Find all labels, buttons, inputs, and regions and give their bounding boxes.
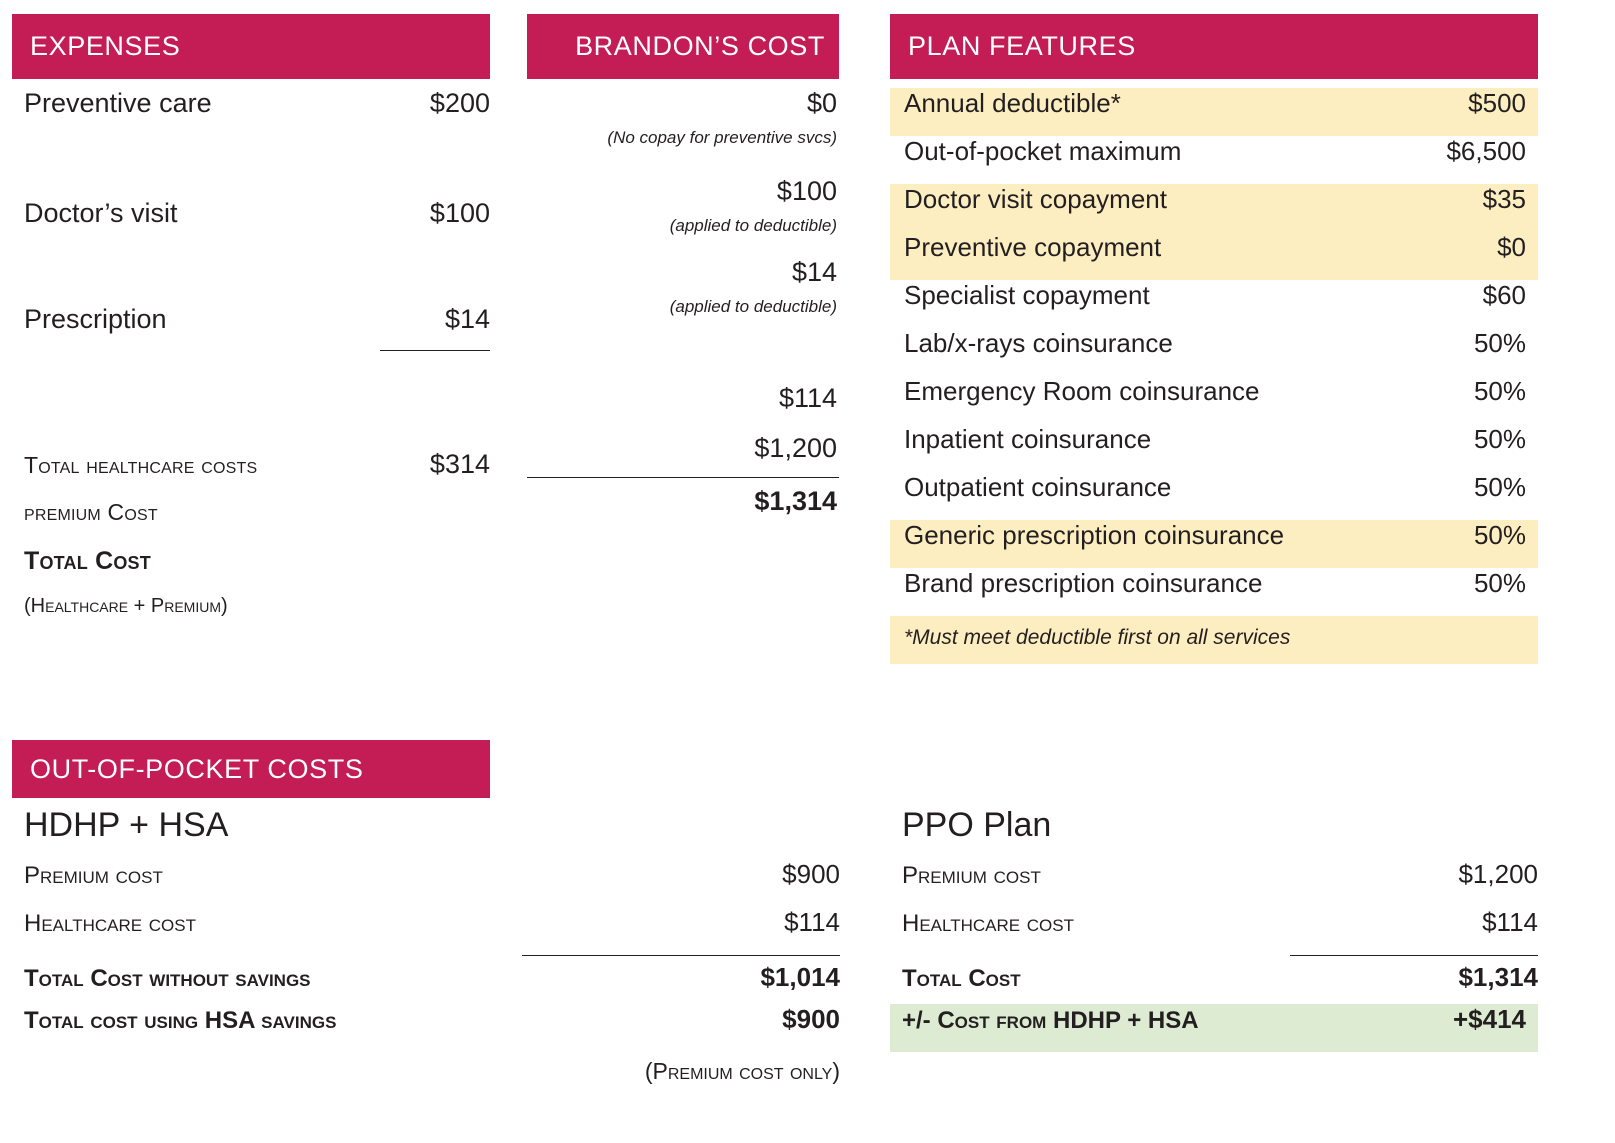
expense-row — [12, 198, 490, 258]
plan-feature-row — [890, 568, 1538, 616]
brandon-cost-row — [527, 88, 839, 148]
plan-features-header-label: PLAN FEATURES — [908, 31, 1136, 61]
ppo-premium-row — [890, 859, 1538, 907]
ppo-total-label: Total Cost — [902, 965, 1021, 992]
plan-feature-label: Outpatient coinsurance — [904, 472, 1172, 502]
plan-feature-value: $35 — [1482, 184, 1526, 214]
hdhp-total-without-savings-value: $1,014 — [760, 962, 840, 992]
expenses-premium-row — [12, 499, 490, 547]
hdhp-footnote: (Premium cost only) — [644, 1058, 840, 1084]
brandon-cost-value: $14 — [791, 256, 837, 287]
hdhp-total-without-savings-label: Total Cost without savings — [24, 965, 311, 992]
plan-feature-label: Inpatient coinsurance — [904, 424, 1152, 454]
ppo-cost-difference-row — [890, 1004, 1538, 1052]
plan-feature-row — [890, 424, 1538, 472]
hdhp-premium-label: Premium cost — [24, 862, 163, 889]
plan-feature-row — [890, 328, 1538, 376]
plan-feature-value: 50% — [1473, 472, 1526, 502]
expense-label: Preventive care — [24, 88, 212, 118]
ppo-total-row — [890, 956, 1538, 1004]
expenses-total-row — [12, 547, 490, 595]
ppo-plan-block — [890, 806, 1538, 1052]
expense-row — [12, 88, 490, 148]
plan-feature-value: 50% — [1473, 424, 1526, 454]
plan-feature-row — [890, 232, 1538, 280]
brandon-cost-note: (applied to deductible) — [669, 296, 837, 316]
expense-label: Doctor’s visit — [24, 198, 178, 228]
plan-feature-label: Brand prescription coinsurance — [904, 568, 1263, 598]
hdhp-hsa-block — [12, 806, 840, 1085]
hdhp-total-with-hsa-value: $900 — [782, 1004, 840, 1034]
plan-feature-label: Preventive copayment — [904, 232, 1162, 262]
plan-feature-label: Annual deductible* — [904, 88, 1121, 118]
expense-label: Prescription — [24, 304, 167, 334]
ppo-plan-title: PPO Plan — [902, 806, 1052, 844]
ppo-healthcare-value: $114 — [1482, 907, 1538, 937]
expense-row — [12, 304, 490, 350]
plan-feature-value: 50% — [1473, 376, 1526, 406]
hdhp-healthcare-row — [12, 907, 840, 955]
ppo-premium-value: $1,200 — [1458, 859, 1538, 889]
expenses-premium-label: premium Cost — [24, 499, 158, 525]
plan-feature-label: Lab/x-rays coinsurance — [904, 328, 1173, 358]
brandon-cost-note: (applied to deductible) — [669, 216, 837, 236]
hdhp-healthcare-value: $114 — [784, 907, 840, 937]
hdhp-total-without-savings-row — [12, 956, 840, 1004]
plan-feature-value: 50% — [1473, 328, 1526, 358]
expenses-total-label: Total Cost — [24, 547, 151, 575]
plan-feature-label: Out-of-pocket maximum — [904, 136, 1182, 166]
brandon-premium-value: $1,200 — [754, 432, 837, 463]
ppo-premium-label: Premium cost — [902, 862, 1041, 889]
brandon-cost-row — [527, 176, 839, 236]
expenses-section-header — [12, 14, 490, 79]
brandon-total-healthcare-value: $114 — [778, 382, 837, 413]
ppo-healthcare-row — [890, 907, 1538, 955]
plan-feature-row — [890, 376, 1538, 424]
plan-features-section-header — [890, 14, 1538, 79]
hdhp-total-with-hsa-row — [12, 1004, 840, 1052]
brandons-cost-body — [527, 88, 839, 534]
plan-feature-value: $500 — [1468, 88, 1526, 118]
plan-feature-label: Specialist copayment — [904, 280, 1150, 310]
ppo-cost-difference-value: +$414 — [1452, 1004, 1526, 1034]
brandons-cost-section-header — [527, 14, 839, 79]
hdhp-total-with-hsa-label: Total cost using HSA savings — [24, 1007, 337, 1034]
plan-feature-row — [890, 280, 1538, 328]
expense-value: $200 — [429, 88, 490, 118]
plan-features-footnote: *Must meet deductible first on all services — [890, 616, 1538, 664]
expenses-total-healthcare-row — [12, 449, 490, 499]
plan-features-body — [890, 88, 1538, 664]
brandon-premium-value-row — [527, 433, 839, 477]
expenses-body — [12, 88, 490, 618]
out-of-pocket-header-label: OUT-OF-POCKET COSTS — [30, 753, 364, 784]
plan-feature-row — [890, 520, 1538, 568]
expense-value: $14 — [444, 304, 490, 334]
plan-feature-value: 50% — [1473, 520, 1526, 550]
plan-feature-row — [890, 472, 1538, 520]
expenses-total-healthcare-label: Total healthcare costs — [24, 452, 258, 478]
brandon-cost-value: $100 — [776, 176, 837, 207]
plan-feature-label: Emergency Room coinsurance — [904, 376, 1260, 406]
plan-feature-value: $0 — [1497, 232, 1526, 262]
expenses-footnote: (Healthcare + Premium) — [24, 595, 228, 617]
plan-feature-row — [890, 184, 1538, 232]
hdhp-healthcare-label: Healthcare cost — [24, 910, 196, 937]
out-of-pocket-section-header — [12, 740, 490, 798]
plan-feature-label: Doctor visit copayment — [904, 184, 1167, 214]
ppo-total-value: $1,314 — [1458, 962, 1538, 992]
brandon-cost-note: (No copay for preventive svcs) — [607, 128, 837, 147]
plan-feature-value: $6,500 — [1446, 136, 1526, 166]
ppo-healthcare-label: Healthcare cost — [902, 910, 1074, 937]
brandon-total-healthcare-value-row — [527, 383, 839, 433]
brandon-cost-value: $0 — [806, 88, 837, 118]
plan-feature-row — [890, 88, 1538, 136]
ppo-cost-difference-label: +/- Cost from HDHP + HSA — [902, 1007, 1199, 1034]
brandon-total-value: $1,314 — [754, 485, 837, 516]
brandon-cost-row — [527, 257, 839, 317]
plan-feature-value: 50% — [1473, 568, 1526, 598]
hdhp-premium-row — [12, 859, 840, 907]
hdhp-premium-value: $900 — [782, 859, 840, 889]
plan-feature-label: Generic prescription coinsurance — [904, 520, 1285, 550]
brandons-cost-header-label: BRANDON’S COST — [575, 31, 825, 61]
plan-feature-value: $60 — [1482, 280, 1526, 310]
expenses-header-label: EXPENSES — [30, 31, 181, 61]
expenses-total-healthcare-value: $314 — [429, 449, 490, 479]
expense-value: $100 — [429, 198, 490, 228]
hdhp-plan-title: HDHP + HSA — [24, 806, 229, 844]
brandon-total-value-row — [527, 478, 839, 534]
plan-feature-row — [890, 136, 1538, 184]
